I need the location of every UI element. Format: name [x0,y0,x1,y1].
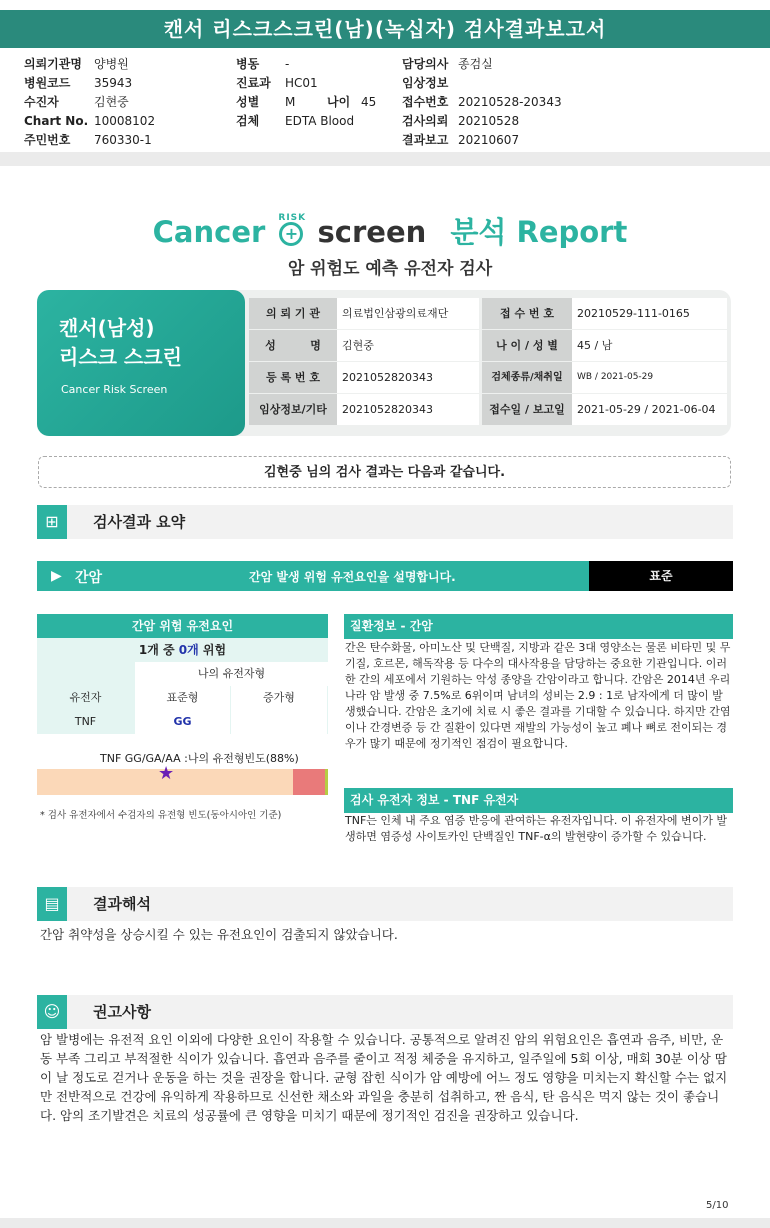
person-icon: ☺ [37,995,67,1029]
header-field: 결과보고 20210607 [402,133,520,147]
gene-info-title: 검사 유전자 정보 - TNF 유전자 [344,788,733,812]
header-field: 수진자 김현중 [24,95,129,109]
header-field: 검사의뢰 20210528 [402,114,520,128]
interpretation-section-header: ▤ 결과해석 [37,887,733,921]
disease-info-title: 질환정보 - 간암 [344,614,733,638]
table-row: 유전자 표준형 증가형 [37,686,328,710]
header-field: 병원코드 35943 [24,76,133,90]
document-plus-icon: ⊞ [37,505,67,539]
cancer-screen-logo: Cancer RISK + screen 분석 Report [152,213,628,249]
header-field: 담당의사 종검실 [402,57,493,71]
footnote: * 검사 유전자에서 수검자의 유전형 빈도(동아시아인 기준) [40,810,282,821]
header-col-1 [24,55,155,150]
play-icon: ▶ [51,568,62,584]
divider [344,638,733,639]
genotype-frequency-label: TNF GG/GA/AA :나의 유전형빈도(88%) [100,752,299,765]
info-row: 등 록 번 호 2021052820343 검체종류/채취일 WB / 2021-05-29 [249,362,727,393]
header-field: 임상정보 [402,76,449,90]
result-notice: 김현중 님의 검사 결과는 다음과 같습니다. [38,456,731,488]
risk-status-badge: 표준 [589,561,733,591]
summary-section-header: ⊞ 검사결과 요약 [37,505,733,539]
header-field: Chart No. 10008102 [24,114,156,128]
disease-result-bar: ▶ 간암 간암 발생 위험 유전요인을 설명합니다. 표준 [37,561,733,591]
header-field: 병동 - [236,57,290,71]
star-marker-icon: ★ [158,763,175,784]
recommendation-section-header: ☺ 권고사항 [37,995,733,1029]
page-number: 5/10 [706,1200,729,1211]
genotype-frequency-bar [37,763,328,795]
table-row: TNF GG [37,710,328,734]
frequency-segment-gg [37,763,293,795]
header-field: 성별 M 나이 45 [236,95,377,109]
header-field: 의뢰기관명 양병원 [24,57,129,71]
patient-info-panel [37,290,731,436]
header-field: 진료과 HC01 [236,76,318,90]
frequency-segment-aa [325,769,328,795]
frequency-segment-ga [293,769,325,795]
info-row: 성 명 김현중 나 이 / 성 별 45 / 남 [249,330,727,361]
recommendation-text: 암 발병에는 유전적 요인 이외에 다양한 요인이 작용할 수 있습니다. 공통적으로 알려진 암의 위험요인은 흡연과 음주, 비만, 운동 부족 그리고 부적절한 식이가 있습니다. 흡연과 음주를 줄이고 적정 체중을 유지하고, 일주일에 5회 이상, 매회 30분 이상 땀이 날 정도로 걷거나 운동을 하는 것을 권장을 합니다. 균형 잡힌 식이가 암 예방에 어느 정도 영향을 미치는지 확신할 수는 없지만 전반적으로 건강에 유익하게 작용하므로 신선한 채소와 과일을 충분히 섭취하고, 짠 음식, 탄 음식은 먹지 않는 것이 좋습니다. 암의 조기발견은 치료의 성공률에 큰 영향을 미치기 때문에 정기적인 검진을 권장하고 있습니다. [40,1032,728,1123]
divider [0,1218,770,1228]
patient-info-grid [249,298,727,426]
disease-info-text: 간은 탄수화물, 아미노산 및 단백질, 지방과 같은 3대 영양소는 물론 비타민 및 무기질, 호르몬, 해독작용 등 다수의 대사작용을 담당하는 중요한 기관입니다. 이러한 간의 세포에서 기원하는 악성 종양을 간암이라고 합니다. 간암은 2014년 우리나라 암 발생 중 7.5%로 6위이며 남녀의 성비는 2.9 : 1로 남자에게 더 많이 발생했습니다. 간암은 초기에 치료 시 좋은 결과를 기대할 수 있습니다. 하지만 간염이나 간경변증 등 간 질환이 있다면 재발의 가능성이 높고 폐나 뼈로 전이되는 경우가 많기 때문에 정기적인 점검이 필요합니다. [345,641,731,750]
header-col-2 [236,55,376,131]
plus-icon: RISK + [279,222,303,246]
divider [0,152,770,166]
risk-factor-table [37,638,328,734]
header-field: 검체 EDTA Blood [236,114,355,128]
header-col-3 [402,55,562,150]
table-row: 나의 유전자형 [37,662,328,686]
risk-count: 1개 중 0개 위험 [138,643,227,657]
test-name-card: 캔서(남성) 리스크 스크린 Cancer Risk Screen [37,290,245,436]
risk-factor-title: 간암 위험 유전요인 [37,614,328,638]
info-row: 임상정보/기타 2021052820343 접수일 / 보고일 2021-05-29 / 2021-06-04 [249,394,727,425]
header-field: 접수번호 20210528-20343 [402,95,562,109]
clipboard-icon: ▤ [37,887,67,921]
interpretation-text: 간암 취약성을 상승시킬 수 있는 유전요인이 검출되지 않았습니다. [40,927,398,942]
report-title: 캔서 리스크스크린(남)(녹십자) 검사결과보고서 [0,10,770,48]
gene-info-text: TNF는 인체 내 주요 염증 반응에 관여하는 유전자입니다. 이 유전자에 변이가 발생하면 염증성 사이토카인 단백질인 TNF-α의 발현량이 증가할 수 있습니다. [345,814,728,843]
report-subtitle: 암 위험도 예측 유전자 검사 [287,259,493,279]
info-row: 의 뢰 기 관 의료법인삼광의료재단 접 수 번 호 20210529-111-0165 [249,298,727,329]
header-field: 주민번호 760330-1 [24,133,152,147]
